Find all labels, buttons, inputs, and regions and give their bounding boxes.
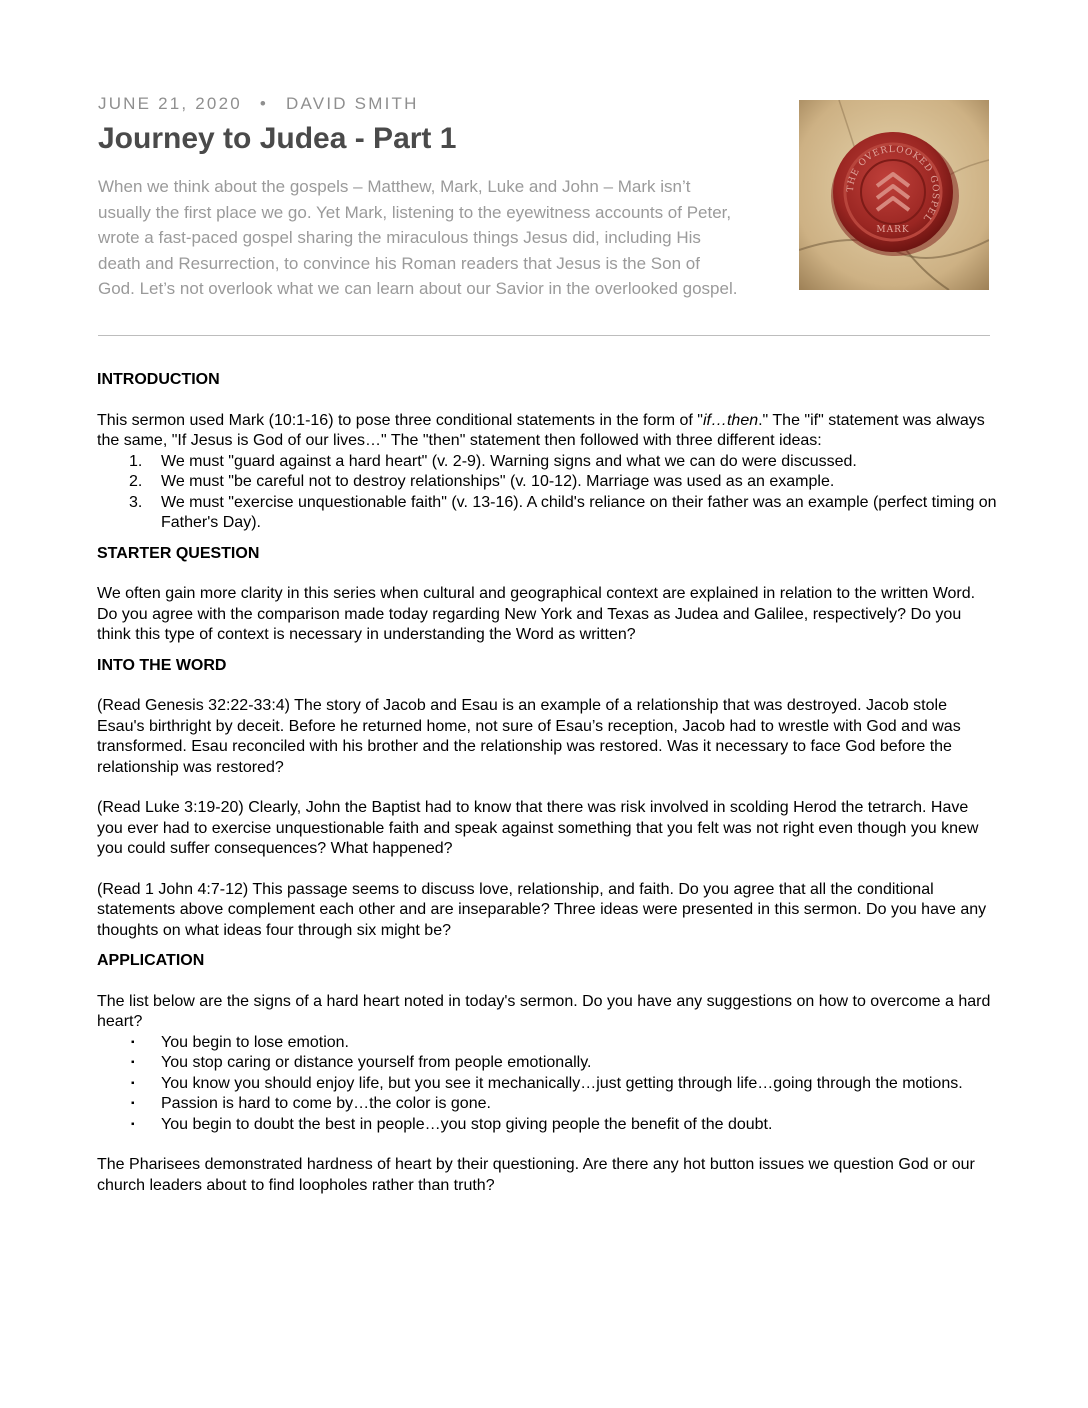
starter-question-paragraph: We often gain more clarity in this series when cultural and geographical context are explained in relation to the written Word. Do you agree with the comparison made today regarding New York and Texas as Judea and Galilee, respectively? Do you think this type of context is necessary in understanding the Word as written?: [97, 585, 976, 643]
post-date: JUNE 21, 2020: [98, 94, 242, 113]
conditional-statements-list: [97, 452, 997, 534]
application-closing: The Pharisees demonstrated hardness of heart by their questioning. Are there any hot button issues we question God or our church leaders about to find loopholes rather than truth?: [97, 1156, 975, 1194]
series-summary: When we think about the gospels – Matthew, Mark, Luke and John – Mark isn’t usually the first place we go. Yet Mark, listening to the eyewitness accounts of Peter, wrote a fast-paced gospel sharing the miraculous things Jesus did, including His death and Resurrection, to convince his Roman readers that Jesus is the Son of God. Let’s not overlook what we can learn about our Savior in the overlooked gospel.: [98, 177, 738, 298]
post-author: DAVID SMITH: [286, 94, 419, 113]
word-paragraph-1-john: (Read 1 John 4:7-12) This passage seems to discuss love, relationship, and faith. Do you agree that all the conditional statements above complement each other and are inseparable? Three ideas were presented in this sermon. Do you have any thoughts on what ideas four through six might be?: [97, 880, 987, 939]
introduction-paragraph: [97, 411, 997, 452]
seal-bottom-text: MARK: [876, 225, 910, 235]
hard-heart-signs-list: [97, 1033, 997, 1136]
seal-ring-text: THE OVERLOOKED GOSPEL: [845, 144, 941, 224]
page-title: Journey to Judea - Part 1: [98, 122, 457, 155]
list-item: 1. We must "guard against a hard heart" (v. 2-9). Warning signs and what we can do were discussed.: [129, 452, 857, 470]
wax-seal-image: [799, 100, 989, 290]
wax-seal-graphic: [799, 100, 989, 290]
study-guide-body: [97, 370, 997, 1196]
header-divider: [98, 335, 990, 336]
intro-text-start: This sermon used Mark (10:1-16) to pose three conditional statements in the form of ": [97, 411, 703, 429]
list-item: ▪ You know you should enjoy life, but you see it mechanically…just getting through life…going through the motions.: [131, 1074, 963, 1092]
starter-question-heading: STARTER QUESTION: [97, 544, 260, 562]
list-item: ▪ You begin to lose emotion.: [131, 1033, 349, 1051]
list-item: 2. We must "be careful not to destroy relationships" (v. 10-12). Marriage was used as an example.: [129, 473, 835, 490]
application-intro: The list below are the signs of a hard heart noted in today's sermon. Do you have any suggestions on how to overcome a hard heart?: [97, 992, 991, 1030]
word-paragraph-luke: (Read Luke 3:19-20) Clearly, John the Baptist had to know that there was risk involved in scolding Herod the tetrarch. Have you ever had to exercise unquestionable faith and speak against something that you felt was not right even though you knew you could suffer consequences? What happened?: [97, 799, 979, 857]
introduction-heading: INTRODUCTION: [97, 371, 220, 388]
word-paragraph-genesis: (Read Genesis 32:22-33:4) The story of Jacob and Esau is an example of a relationship that was destroyed. Jacob stole Esau's birthright by deceit. Before he returned home, not sure of Esau’s reception, Jacob had to wrestle with God and was transformed. Esau reconciled with his brother and the relationship was restored. Was it necessary to face God before the relationship was restored?: [97, 697, 961, 776]
byline-separator: •: [259, 94, 269, 113]
list-item: 3. We must "exercise unquestionable faith" (v. 13-16). A child's reliance on their father was an example (perfect timing on Father's Day).: [129, 493, 997, 531]
application-heading: APPLICATION: [97, 952, 205, 969]
intro-text-end: ." The "if" statement was always the same, "If Jesus is God of our lives…" The "then" statement then followed with three different ideas:: [97, 411, 985, 449]
list-item: ▪ You begin to doubt the best in people…you stop giving people the benefit of the doubt.: [131, 1115, 773, 1133]
into-the-word-heading: INTO THE WORD: [97, 656, 227, 674]
list-item: ▪ You stop caring or distance yourself from people emotionally.: [131, 1054, 592, 1071]
intro-italic-if-then: if…then: [702, 411, 759, 429]
list-item: ▪ Passion is hard to come by…the color is gone.: [131, 1095, 491, 1112]
